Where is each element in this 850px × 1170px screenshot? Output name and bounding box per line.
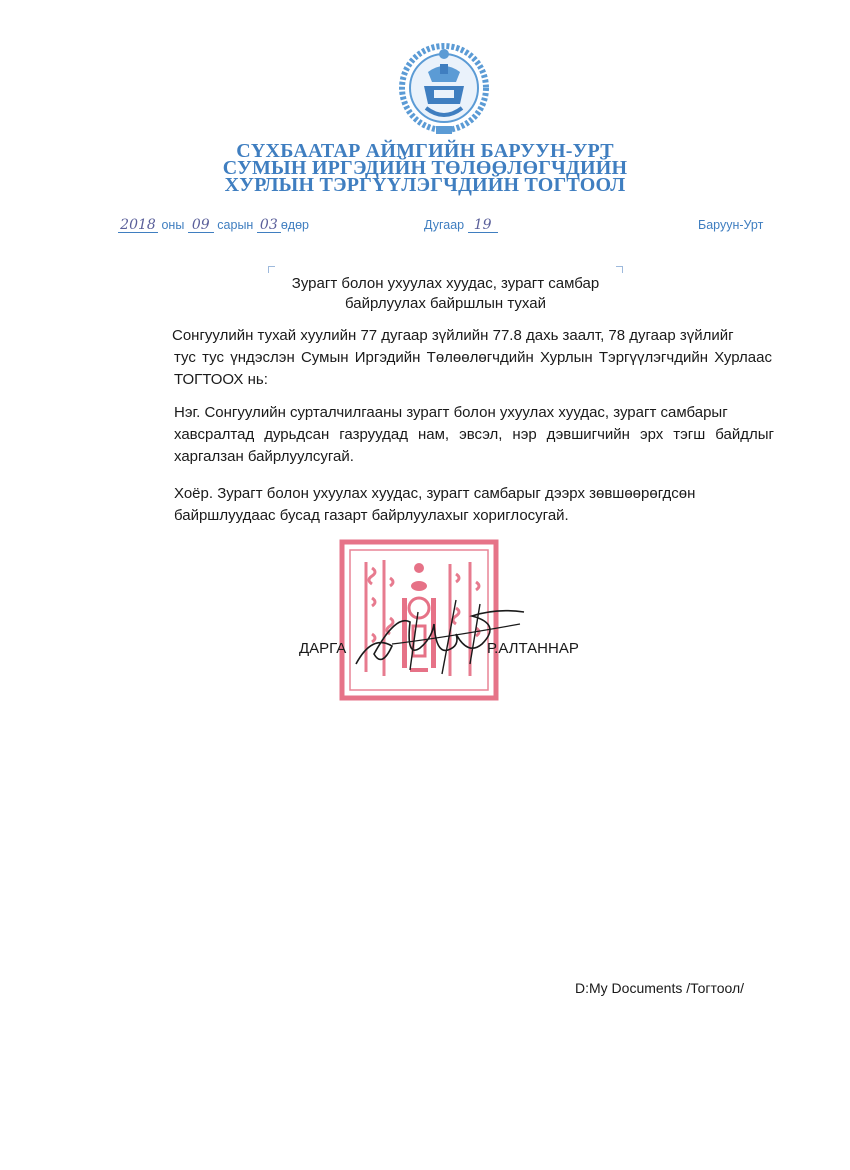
place: Баруун-Урт: [698, 218, 764, 232]
title-corner-left: [268, 266, 275, 273]
date-day: 03: [257, 218, 281, 233]
para1-line1: Сонгуулийн тухай хуулийн 77 дугаар зүйлийн 77.8 дахь заалт, 78 дугаар зүйлийг: [172, 327, 734, 344]
para3-line2: байршлуудаас бусад газарт байрлуулахыг хориглосугай.: [174, 507, 569, 524]
signatory-position: ДАРГА: [299, 640, 347, 657]
date-year: 2018: [118, 218, 158, 233]
title-line-1: Зурагт болон ухуулах хуудас, зурагт самбар: [291, 275, 600, 292]
number-label: Дугаар: [424, 218, 465, 232]
para1-line2: тус тус үндэслэн Сумын Иргэдийн Төлөөлөгчдийн Хурлын Тэргүүлэгчдийн Хурлаас: [174, 349, 772, 366]
para2-line1: Нэг. Сонгуулийн сурталчилгааны зурагт болон ухуулах хуудас, зурагт самбарыг: [174, 404, 728, 421]
para1-line3: ТОГТООХ нь:: [174, 371, 268, 388]
footer-file-path: D:My Documents /Тогтоол/: [575, 980, 745, 996]
date-line: [118, 218, 309, 233]
para3-line1: Хоёр. Зурагт болон ухуулах хуудас, зурагт самбарыг дээрх зөвшөөрөгдсөн: [174, 485, 696, 502]
handwritten-signature-icon: [352, 594, 528, 678]
title-line-2: байрлуулах байршлын тухай: [345, 295, 546, 312]
header-line-3: ХУРЛЫН ТЭРГҮҮЛЭГЧДИЙН ТОГТООЛ: [224, 174, 626, 196]
title-text: [268, 274, 623, 314]
date-year-suffix: оны: [161, 218, 185, 232]
para2-line3: харгалзан байрлуулсугай.: [174, 448, 354, 465]
para2-line2: хавсралтад дурьдсан газруудад нам, эвсэл, нэр дэвшигчийн эрх тэгш байдлыг: [174, 426, 774, 443]
header-line-2: СУМЫН ИРГЭДИЙН ТӨЛӨӨЛӨГЧДИЙН: [222, 157, 628, 179]
header-line-1: СҮХБААТАР АЙМГИЙН БАРУУН-УРТ: [236, 140, 614, 162]
signatory-name: Р.АЛТАННАР: [487, 640, 579, 657]
document-number: [424, 218, 498, 233]
date-month-suffix: сарын: [217, 218, 254, 232]
date-day-suffix: өдөр: [280, 218, 309, 232]
number-value: 19: [468, 218, 498, 233]
state-emblem-icon: [398, 42, 490, 138]
document-title: [268, 266, 623, 326]
title-corner-right: [616, 266, 623, 273]
date-month: 09: [188, 218, 214, 233]
